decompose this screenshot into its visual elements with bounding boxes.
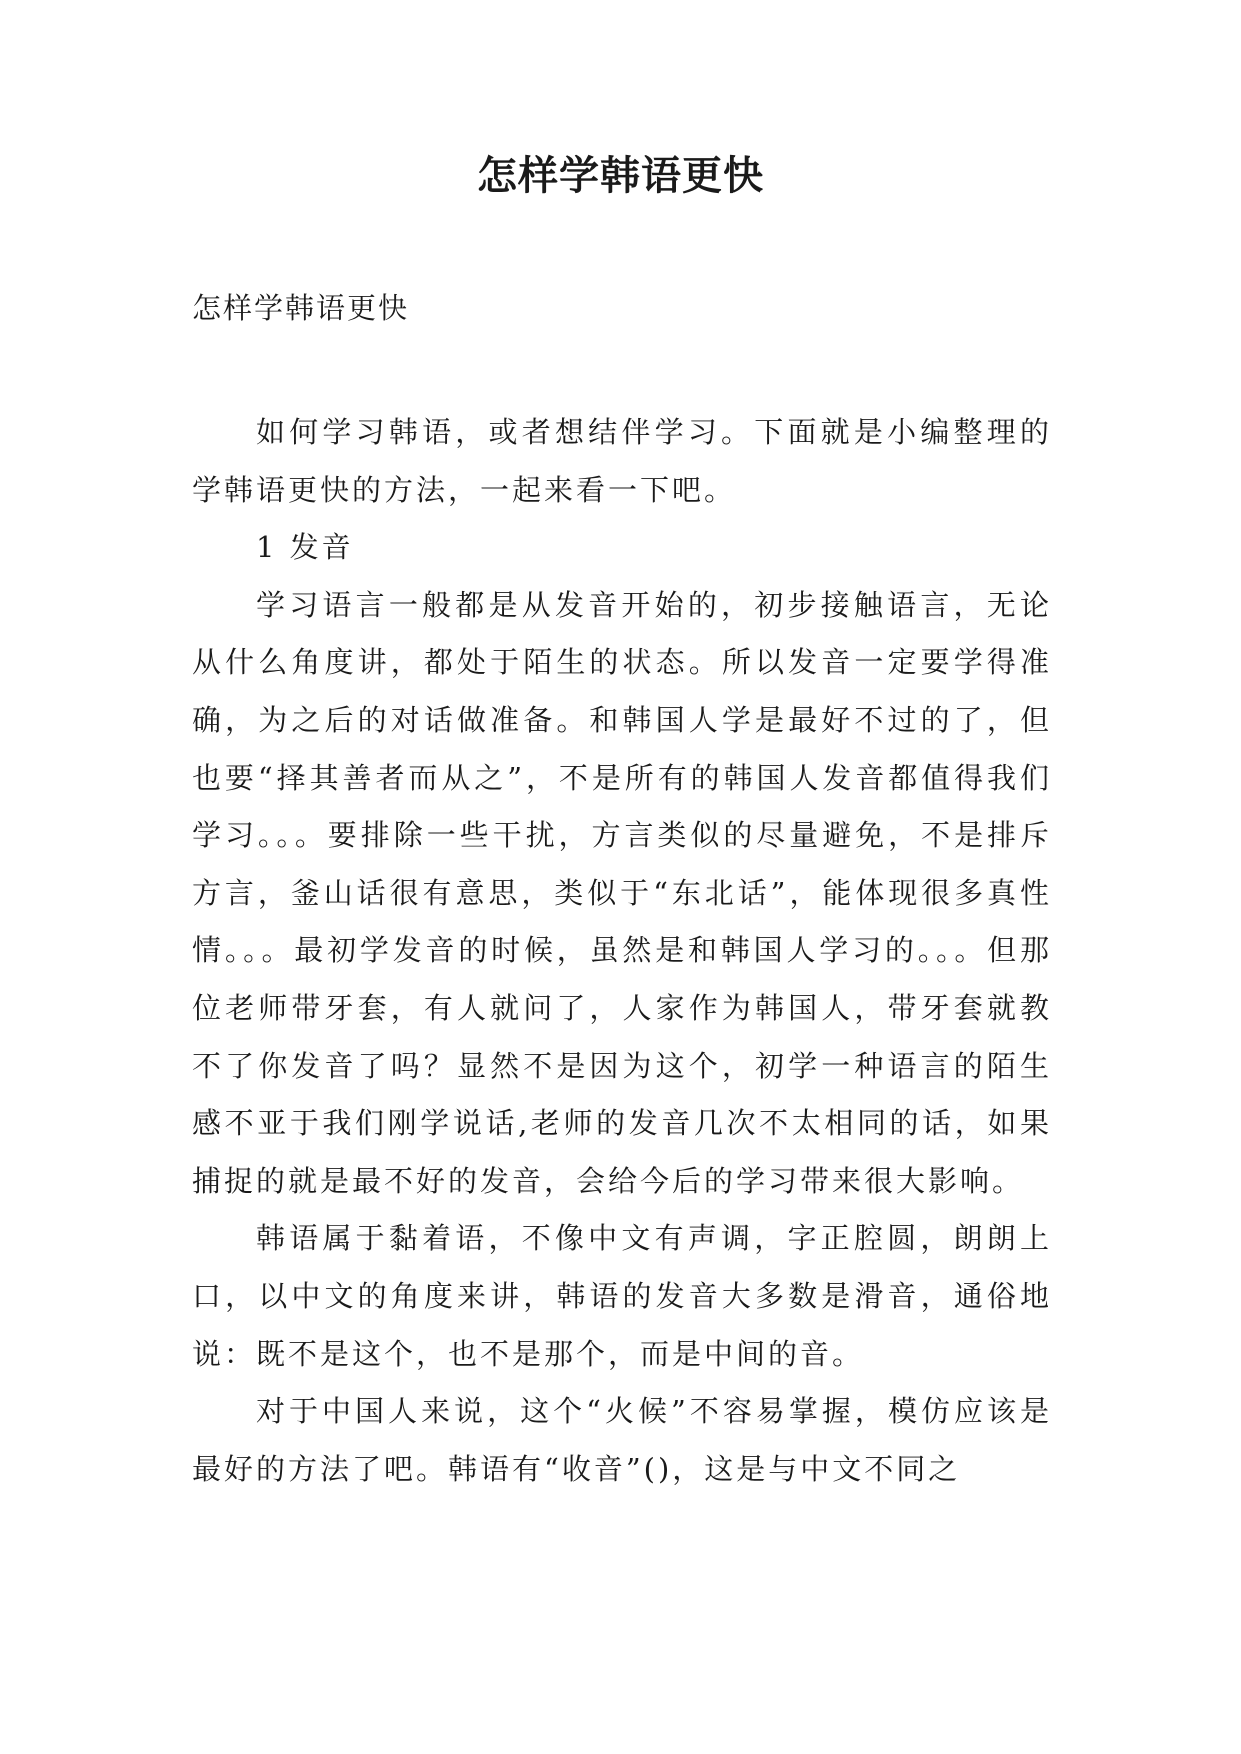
document-body: [192, 404, 1052, 1498]
document-title: 怎样学韩语更快: [477, 152, 764, 199]
paragraph-intro: 如何学习韩语，或者想结伴学习。下面就是小编整理的学韩语更快的方法，一起来看一下吧。: [192, 415, 1052, 507]
paragraph-final-consonant: 对于中国人来说，这个“火候”不容易掌握，模仿应该是最好的方法了吧。韩语有“收音”()，这是与中文不同之: [192, 1394, 1052, 1486]
paragraph-pronunciation: 学习语言一般都是从发音开始的，初步接触语言，无论从什么角度讲，都处于陌生的状态。所以发音一定要学得准确，为之后的对话做准备。和韩国人学是最好不过的了，但也要“择其善者而从之”，不是所有的韩国人发音都值得我们学习。。。要排除一些干扰，方言类似的尽量避免，不是排斥方言，釜山话很有意思，类似于“东北话”，能体现很多真性情。。。最初学发音的时候，虽然是和韩国人学习的。。。但那位老师带牙套，有人就问了，人家作为韩国人，带牙套就教不了你发音了吗？显然不是因为这个，初学一种语言的陌生感不亚于我们刚学说话,老师的发音几次不太相同的话，如果捕捉的就是最不好的发音，会给今后的学习带来很大影响。: [192, 587, 1052, 1198]
document-subtitle: 怎样学韩语更快: [192, 291, 410, 325]
paragraph-agglutinative: 韩语属于黏着语，不像中文有声调，字正腔圆，朗朗上口，以中文的角度来讲，韩语的发音大多数是滑音，通俗地说：既不是这个，也不是那个，而是中间的音。: [192, 1221, 1052, 1371]
section-heading-pronunciation: 1 发音: [256, 530, 354, 565]
